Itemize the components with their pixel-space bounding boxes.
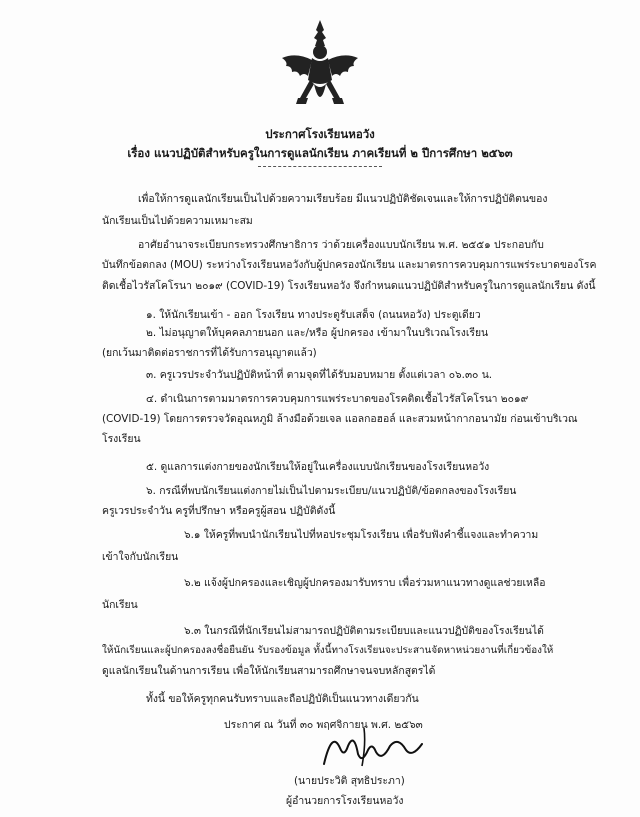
sub-item-continuation: นักเรียน: [102, 599, 138, 611]
signer-name: (นายประวิติ สุทธิประภา): [294, 775, 405, 787]
announcement-date: ประกาศ ณ วันที่ ๓๐ พฤศจิกายน พ.ศ. ๒๕๖๓: [224, 719, 423, 731]
sub-item-continuation: ให้นักเรียนและผู้ปกครองลงชื่อยืนยัน รับรองข้อมูล ทั้งนี้ทางโรงเรียนจะประสานจัดหาหน่วยงานที่เกี่ยวข้องให้: [102, 645, 554, 656]
list-item: ๑. ให้นักเรียนเข้า - ออก โรงเรียน ทางประตูรับเสด็จ (ถนนหอวัง) ประตูเดียว: [146, 309, 481, 321]
sub-item: ๖.๓ ในกรณีที่นักเรียนไม่สามารถปฏิบัติตามระเบียบและแนวปฏิบัติของโรงเรียนได้: [184, 625, 544, 637]
list-item-continuation: (COVID-19) โดยการตรวจวัดอุณหภูมิ ล้างมือด้วยเจล แอลกอฮอล์ และสวมหน้ากากอนามัย ก่อนเข้าบริเวณ: [102, 413, 578, 425]
intro-paragraph-line: นักเรียนเป็นไปด้วยความเหมาะสม: [102, 215, 253, 227]
sub-item: ๖.๒ แจ้งผู้ปกครองและเชิญผู้ปกครองมารับทราบ เพื่อร่วมหาแนวทางดูแลช่วยเหลือ: [184, 577, 546, 589]
sub-item-continuation: เข้าใจกับนักเรียน: [102, 551, 179, 563]
list-item: ๔. ดำเนินการตามมาตรการควบคุมการแพร่ระบาดของโรคติดเชื้อไวรัสโคโรนา ๒๐๑๙: [146, 393, 529, 405]
basis-paragraph-line: อาศัยอำนาจระเบียบกระทรวงศึกษาธิการ ว่าด้วยเครื่องแบบนักเรียน พ.ศ. ๒๕๕๑ ประกอบกับ: [138, 239, 544, 251]
garuda-emblem-icon: [278, 18, 362, 114]
announcement-title: ประกาศโรงเรียนหอวัง: [265, 127, 375, 141]
announcement-subject: เรื่อง แนวปฏิบัติสำหรับครูในการดูแลนักเรียน ภาคเรียนที่ ๒ ปีการศึกษา ๒๕๖๓: [127, 146, 513, 160]
list-item: ๓. ครูเวรประจำวันปฏิบัติหน้าที่ ตามจุดที่ได้รับมอบหมาย ตั้งแต่เวลา ๐๖.๓๐ น.: [146, 369, 493, 381]
signer-title: ผู้อำนวยการโรงเรียนหอวัง: [286, 795, 404, 807]
list-item-continuation: (ยกเว้นมาติดต่อราชการที่ได้รับการอนุญาตแล้ว): [102, 347, 317, 359]
basis-paragraph-line: บันทึกข้อตกลง (MOU) ระหว่างโรงเรียนหอวังกับผู้ปกครองนักเรียน และมาตรการควบคุมการแพร่ระบาดของโรค: [102, 259, 597, 271]
list-item: ๕. ดูแลการแต่งกายของนักเรียนให้อยู่ในเครื่องแบบนักเรียนของโรงเรียนหอวัง: [146, 461, 490, 473]
closing-statement: ทั้งนี้ ขอให้ครูทุกคนรับทราบและถือปฏิบัติเป็นแนวทางเดียวกัน: [146, 693, 419, 705]
list-item: ๒. ไม่อนุญาตให้บุคคลภายนอก และ/หรือ ผู้ปกครอง เข้ามาในบริเวณโรงเรียน: [146, 327, 489, 339]
list-item-continuation: ครูเวรประจำวัน ครูที่ปรึกษา หรือครูผู้สอน ปฏิบัติดังนี้: [102, 505, 336, 517]
handwritten-signature-icon: [318, 724, 428, 770]
basis-paragraph-line: ติดเชื้อไวรัสโคโรนา ๒๐๑๙ (COVID-19) โรงเรียนหอวัง จึงกำหนดแนวปฏิบัติสำหรับครูในการดูแลนักเรียน ดังนี้: [102, 280, 596, 292]
intro-paragraph-line: เพื่อให้การดูแลนักเรียนเป็นไปด้วยความเรียบร้อย มีแนวปฏิบัติชัดเจนและให้การปฏิบัติตนของ: [138, 193, 548, 205]
title-divider: [258, 166, 382, 167]
sub-item: ๖.๑ ให้ครูที่พบนำนักเรียนไปที่หอประชุมโรงเรียน เพื่อรับฟังคำชี้แจงและทำความ: [184, 529, 539, 541]
sub-item-continuation: ดูแลนักเรียนในด้านการเรียน เพื่อให้นักเรียนสามารถศึกษาจนจบหลักสูตรได้: [102, 665, 436, 677]
list-item: ๖. กรณีที่พบนักเรียนแต่งกายไม่เป็นไปตามระเบียบ/แนวปฏิบัติ/ข้อตกลงของโรงเรียน: [146, 485, 517, 497]
list-item-continuation: โรงเรียน: [102, 433, 141, 445]
